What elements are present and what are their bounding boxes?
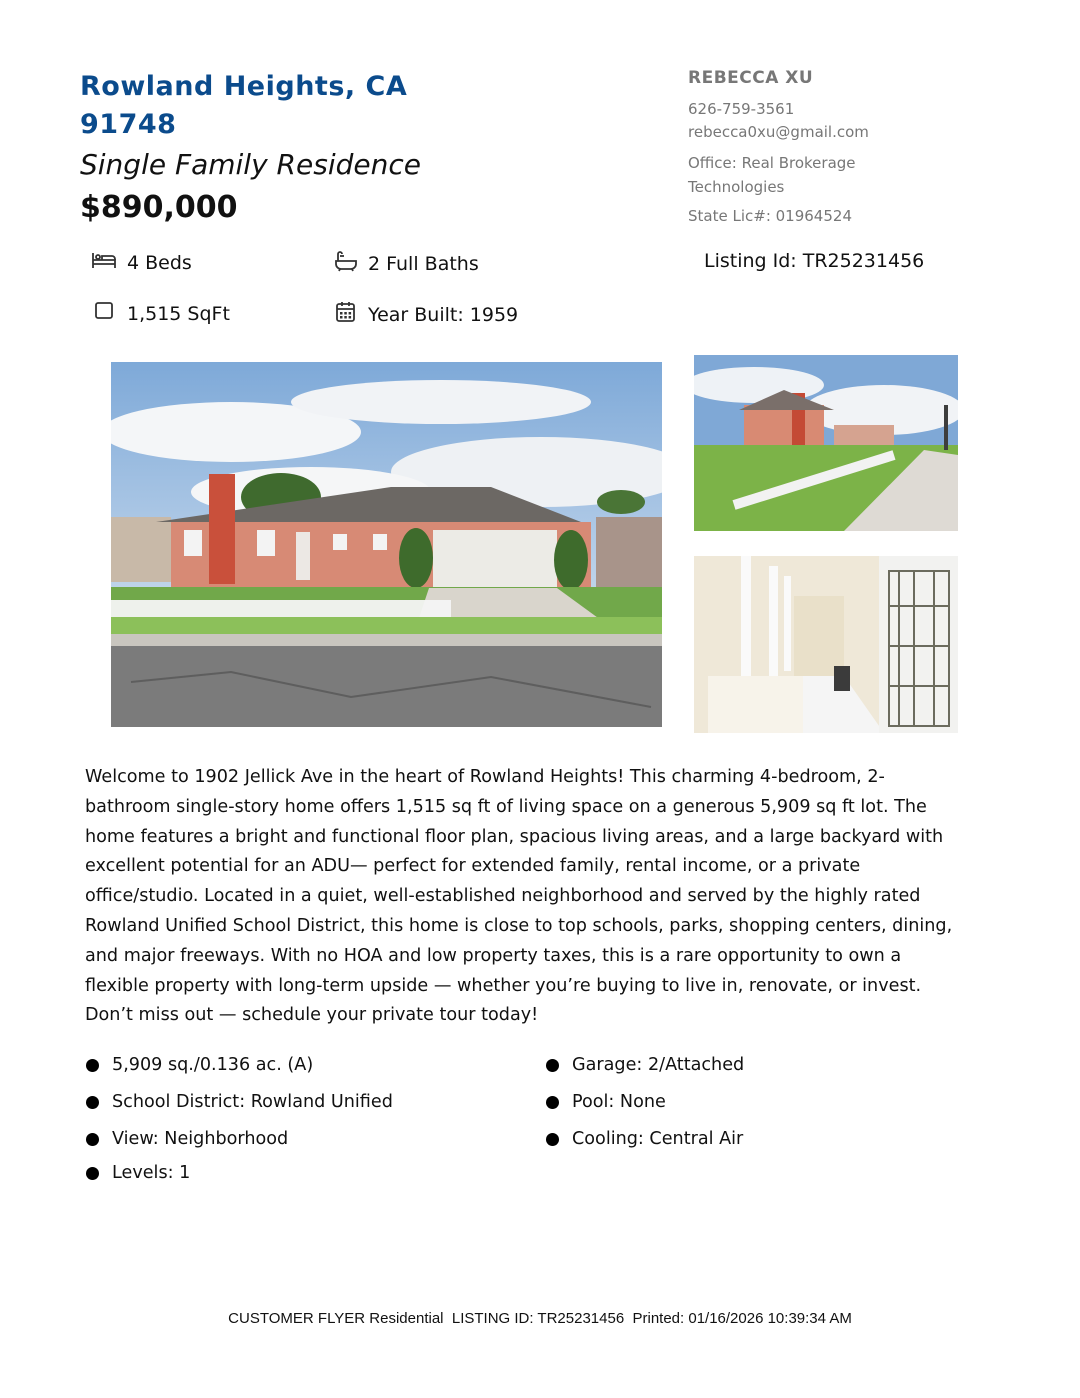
calendar-icon xyxy=(334,301,368,328)
detail-levels: Levels: 1 xyxy=(112,1163,191,1183)
bullet-icon xyxy=(546,1059,559,1072)
location-title xyxy=(80,68,440,144)
agent-name: REBECCA XU xyxy=(688,68,814,88)
bullet-icon xyxy=(86,1096,99,1109)
bullet-icon xyxy=(86,1167,99,1180)
bath-icon xyxy=(334,250,368,277)
detail-cooling: Cooling: Central Air xyxy=(572,1129,744,1149)
detail-garage: Garage: 2/Attached xyxy=(572,1055,745,1075)
sqft-feature xyxy=(94,301,230,326)
main-house-photo[interactable] xyxy=(111,362,662,727)
detail-item xyxy=(86,1092,393,1112)
listing-id xyxy=(704,250,924,272)
bullet-icon xyxy=(546,1133,559,1146)
detail-pool: Pool: None xyxy=(572,1092,666,1112)
beds-label: 4 Beds xyxy=(127,251,192,274)
agent-office xyxy=(688,151,856,199)
bed-icon xyxy=(91,250,127,275)
city-state: Rowland Heights, CA xyxy=(80,71,408,102)
year-built-label: Year Built: 1959 xyxy=(368,303,519,326)
agent-email: rebecca0xu@gmail.com xyxy=(688,123,869,141)
detail-view: View: Neighborhood xyxy=(112,1129,289,1149)
detail-item xyxy=(546,1092,666,1112)
zip-code: 91748 xyxy=(80,109,177,140)
bullet-icon xyxy=(86,1059,99,1072)
exterior-thumbnail[interactable] xyxy=(694,355,958,531)
detail-lot-size: 5,909 sq./0.136 ac. (A) xyxy=(112,1055,314,1075)
detail-item xyxy=(546,1129,743,1149)
hallway-thumbnail[interactable] xyxy=(694,556,958,733)
listing-id-label: Listing Id: TR25231456 xyxy=(704,250,925,272)
square-icon xyxy=(94,301,127,326)
detail-item xyxy=(86,1129,288,1149)
detail-item xyxy=(86,1163,190,1183)
agent-license: State Lic#: 01964524 xyxy=(688,207,852,225)
detail-item xyxy=(546,1055,744,1075)
year-built-feature xyxy=(334,301,518,328)
agent-office-line1: Office: Real Brokerage xyxy=(688,154,856,172)
flyer-footer: CUSTOMER FLYER Residential LISTING ID: TR25231456 Printed: 01/16/2026 10:39:34 AM xyxy=(228,1310,852,1327)
property-description: Welcome to 1902 Jellick Ave in the heart of Rowland Heights! This charming 4-bedroom, 2-bathroom single-story home offers 1,515 sq ft of living space on a generous 5,909 sq ft lot. The home features a bright and functional floor plan, spacious living areas, and a large backyard with excellent potential for an ADU— perfect for extended family, rental income, or a private office/studio. Located in a quiet, well-established neighborhood and served by the highly rated Rowland Unified School District, this home is close to top schools, parks, shopping centers, dining, and major freeways. With no HOA and low property taxes, this is a rare opportunity to own a flexible property with long-term upside — whether you’re buying to live in, renovate, or invest. Don’t miss out — schedule your private tour today! xyxy=(85,767,953,1026)
baths-label: 2 Full Baths xyxy=(368,252,479,275)
detail-item xyxy=(86,1055,313,1075)
beds-feature xyxy=(91,250,192,275)
price: $890,000 xyxy=(80,190,238,225)
bullet-icon xyxy=(86,1133,99,1146)
agent-office-line2: Technologies xyxy=(688,178,785,196)
bullet-icon xyxy=(546,1096,559,1109)
agent-phone: 626-759-3561 xyxy=(688,100,795,118)
baths-feature xyxy=(334,250,479,277)
sqft-label: 1,515 SqFt xyxy=(127,302,230,325)
detail-school-district: School District: Rowland Unified xyxy=(112,1092,393,1112)
property-type: Single Family Residence xyxy=(80,148,421,181)
